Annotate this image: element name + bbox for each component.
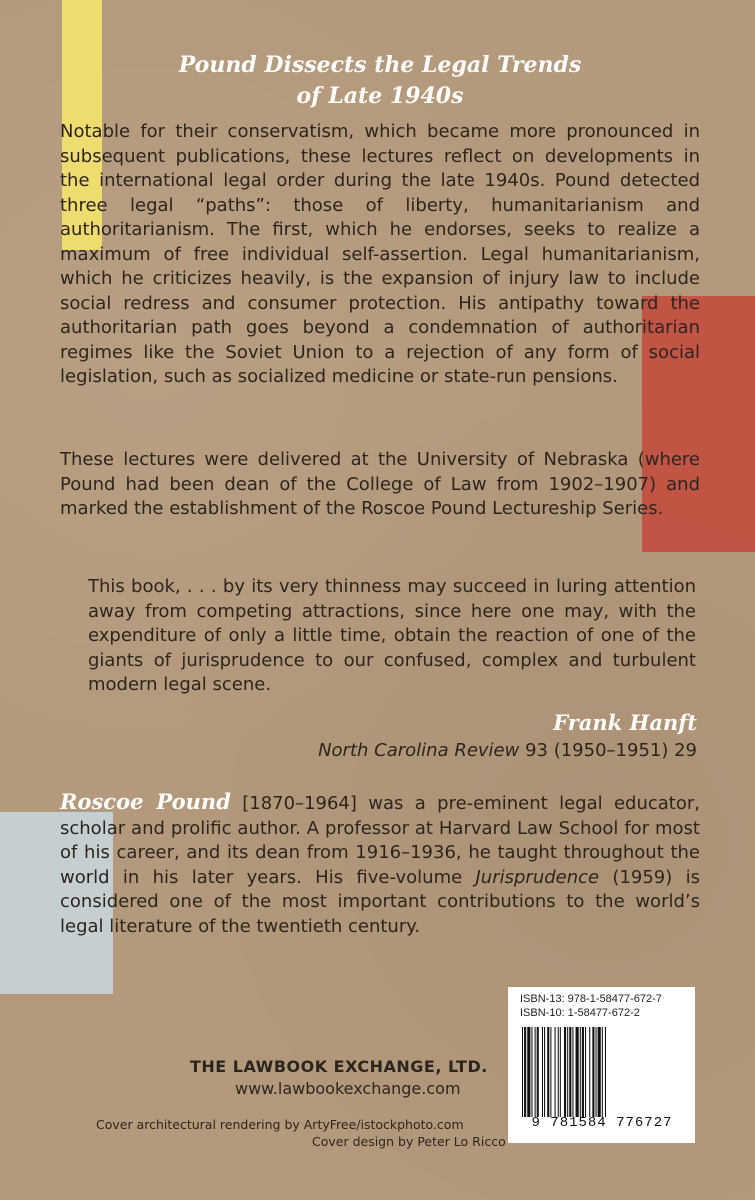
quote-citation: 93 (1950–1951) 29 [519,740,697,761]
barcode-bars [520,1027,685,1117]
publisher-website: www.lawbookexchange.com [235,1079,461,1098]
cover-rendering-credit: Cover architectural rendering by ArtyFree/istockphoto.com [96,1117,464,1132]
barcode-bar [531,1027,532,1117]
barcode-bar [522,1027,523,1117]
barcode-bar [592,1027,594,1117]
barcode-bar [572,1027,573,1117]
barcode-bar [542,1027,543,1117]
title-line-2: of Late 1940s [296,83,464,109]
review-quote: This book, . . . by its very thinness may succeed in luring attention away from competing attractions, since here one may, with the expenditure of only a little time, obtain the reaction of one of the giants of jurisprudence to our confused, complex and turbulent modern legal scene. [88,576,696,695]
barcode-bar [589,1027,590,1117]
barcode-bar [558,1027,559,1117]
barcode-number: 9 781584 776727 [531,1115,673,1131]
barcode-bar [567,1027,568,1117]
barcode-bar [535,1027,536,1117]
barcode-bar [527,1027,530,1117]
bio-text-2: (1959) is considered one of the most important contributions to the world’s legal literature of the twentieth century. [60,866,700,937]
bio-text-1: [1870–1964] was a pre-eminent legal educator, scholar and prolific author. A professor at Harvard Law School for most of his career, and its dean from 1916–1936, he taught throughout the world in his later years. His five-volume [60,793,700,888]
title-line-1: Pound Dissects the Legal Trends [178,52,582,78]
barcode-bar [602,1027,603,1117]
quote-source [318,740,697,761]
publisher-name: THE LAWBOOK EXCHANGE, LTD. [190,1057,488,1076]
author-bio [60,790,700,939]
back-cover-title [60,50,700,112]
barcode-bar [580,1027,581,1117]
bio-book-title: Jurisprudence [475,866,600,888]
lectures-paragraph: These lectures were delivered at the University of Nebraska (where Pound had been dean of the College of Law from 1902–1907) and marked the establishment of the Roscoe Pound Lectureship Series. [60,449,700,519]
quote-journal: North Carolina Review [318,740,520,761]
barcode-box [508,987,695,1143]
barcode-bar [576,1027,579,1117]
barcode-bar [605,1027,606,1117]
barcode-bar [596,1027,597,1117]
barcode-bar [560,1027,561,1117]
barcode-bar [537,1027,539,1117]
barcode-bar [544,1027,545,1117]
barcode-bar [564,1027,566,1117]
barcode-bar [550,1027,551,1117]
description-paragraph: Notable for their conservatism, which became more pronounced in subsequent publications, these lectures reflect on developments in the international legal order during the late 1940s. Pound detected three legal “paths”: those of liberty, humanitarianism and authoritarianism. The first, which he endorses, seeks to realize a maximum of free individual self-assertion. Legal humanitarianism, which he criticizes heavily, is the expansion of injury law to include social redress and consumer protection. His antipathy toward the authoritarian path goes beyond a condemnation of authoritarian regimes like the Soviet Union to a rejection of any form of social legislation, such as socialized medicine or state-run pensions. [60,121,700,387]
author-name: Roscoe Pound [60,789,231,814]
barcode-bar [555,1027,556,1117]
cover-design-credit: Cover design by Peter Lo Ricco [312,1134,506,1149]
isbn-10: ISBN-10: 1-58477-672-2 [520,1007,640,1019]
isbn-13: ISBN-13: 978-1-58477-672-7 [520,993,662,1005]
barcode-bar [598,1027,601,1117]
barcode-bar [569,1027,571,1117]
barcode-bar [585,1027,586,1117]
quote-author: Frank Hanft [553,710,697,735]
barcode-bar [524,1027,526,1117]
barcode-bar [547,1027,549,1117]
barcode-bar [582,1027,584,1117]
